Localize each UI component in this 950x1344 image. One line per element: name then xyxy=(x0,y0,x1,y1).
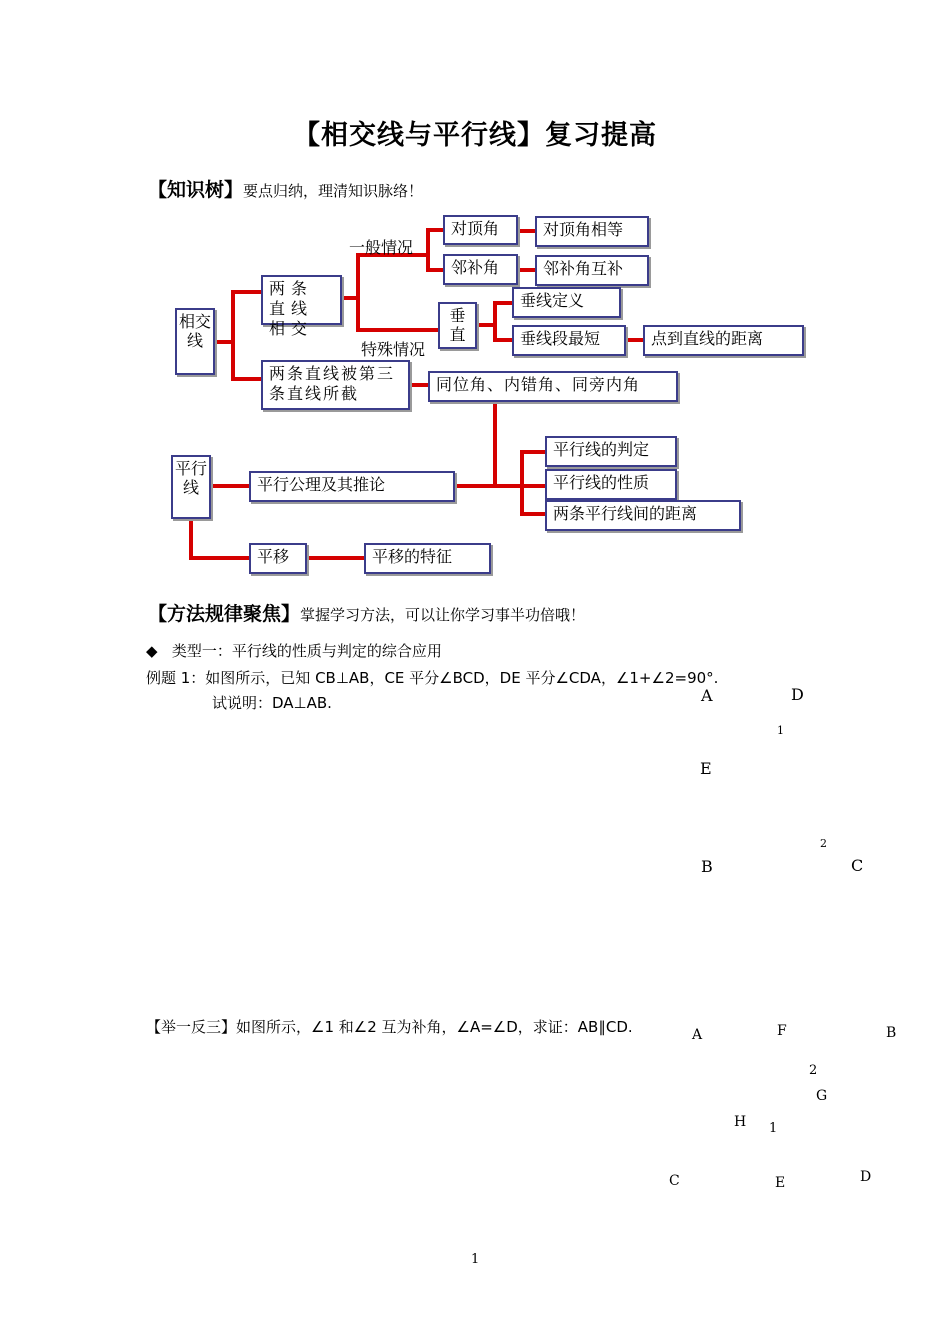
fig1-angle-2: 2 xyxy=(820,837,827,850)
fig2-point-b: B xyxy=(886,1025,897,1041)
type1-heading xyxy=(146,640,442,661)
label-general-case: 一般情况 xyxy=(349,238,414,257)
node-vertical-angles-equal: 对顶角相等 xyxy=(535,216,649,247)
knowledge-subtitle: 要点归纳，理清知识脉络！ xyxy=(243,182,424,200)
root-intersecting-lines: 相交线 xyxy=(175,308,215,375)
node-perpendicular-shortest: 垂线段最短 xyxy=(512,325,626,356)
fig1-point-b: B xyxy=(701,857,713,876)
fig2-angle-2: 2 xyxy=(809,1063,818,1078)
method-heading xyxy=(148,599,585,626)
node-perpendicular: 垂直 xyxy=(438,302,477,349)
root-parallel-lines: 平行线 xyxy=(171,455,211,519)
page-title: 【相交线与平行线】复习提高 xyxy=(293,120,657,151)
fig2-point-h: H xyxy=(734,1114,747,1130)
fig1-point-e: E xyxy=(700,759,712,778)
node-translation-feature: 平移的特征 xyxy=(364,543,491,574)
fig1-point-c: C xyxy=(851,856,864,875)
bullet-icon: ◆ xyxy=(146,642,158,660)
label-special-case: 特殊情况 xyxy=(361,340,426,359)
node-adjacent-supplementary: 邻补角 xyxy=(443,254,518,285)
fig2-point-f: F xyxy=(777,1023,787,1039)
node-parallel-axiom: 平行公理及其推论 xyxy=(249,471,455,502)
node-translation: 平移 xyxy=(249,543,307,574)
example1-statement: 例题 1：如图所示，已知 CB⊥AB，CE 平分∠BCD，DE 平分∠CDA，∠1+∠2=90°. xyxy=(146,669,719,687)
node-adjacent-supplementary-rule: 邻补角互补 xyxy=(535,255,649,286)
fig2-point-a: A xyxy=(692,1027,703,1043)
practice-statement: 【举一反三】如图所示，∠1 和∠2 互为补角，∠A=∠D，求证：AB∥CD. xyxy=(146,1018,633,1036)
method-heading-label: 【方法规律聚焦】 xyxy=(148,603,301,625)
node-vertical-angles: 对顶角 xyxy=(443,215,518,245)
node-point-line-distance: 点到直线的距离 xyxy=(643,325,804,356)
node-angle-types: 同位角、内错角、同旁内角 xyxy=(428,371,678,402)
fig2-point-e: E xyxy=(775,1175,786,1191)
node-two-lines-cut: 两条直线被第三条直线所截 xyxy=(261,360,410,410)
fig1-point-a: A xyxy=(701,686,713,705)
example1-question: 试说明：DA⊥AB. xyxy=(212,694,332,712)
fig2-point-c: C xyxy=(669,1173,680,1189)
page-number: 1 xyxy=(471,1252,480,1267)
node-parallel-judgement: 平行线的判定 xyxy=(545,436,677,467)
fig2-angle-1: 1 xyxy=(769,1121,778,1136)
knowledge-heading-label: 【知识树】 xyxy=(148,179,244,201)
type1-text: 类型一：平行线的性质与判定的综合应用 xyxy=(171,642,442,660)
fig1-point-d: D xyxy=(791,685,804,704)
method-subtitle: 掌握学习方法，可以让你学习事半功倍哦！ xyxy=(300,606,586,624)
node-parallel-properties: 平行线的性质 xyxy=(545,469,677,500)
node-two-lines-intersect: 两条直线相交 xyxy=(261,275,342,325)
node-perpendicular-definition: 垂线定义 xyxy=(512,287,621,318)
node-parallel-distance: 两条平行线间的距离 xyxy=(545,500,741,531)
fig2-point-d: D xyxy=(860,1169,872,1185)
fig2-point-g: G xyxy=(816,1088,828,1104)
fig1-angle-1: 1 xyxy=(777,724,784,737)
